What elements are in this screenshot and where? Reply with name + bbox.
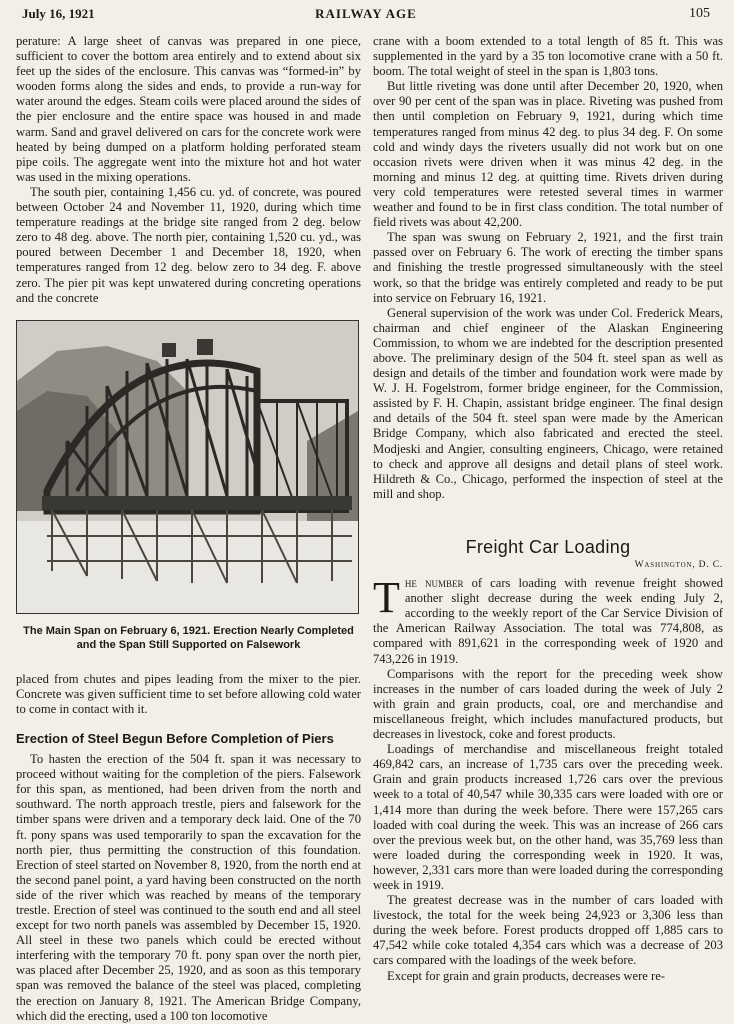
page-number: 105 bbox=[689, 6, 710, 21]
journal-title: RAILWAY AGE bbox=[315, 6, 417, 21]
lead-text: of cars loading with revenue freight showed another slight decrease during the week ending July 2, according to the weekly report of the Car Service Division of the American Railway Association. The total was 774,808, as compared with 891,621 in the corresponding week of 1920 and 743,226 in 1919. bbox=[373, 576, 723, 666]
paragraph: But little riveting was done until after December 20, 1920, when over 90 per cent of the span was in place. Riveting was pushed from then until completion on February 9, 1921, during which time temperatures ranged from minus 42 deg. to plus 34 deg. F. On some cold and windy days the riveters usually did not work but on one occasion rivets were driven when it was minus 42 deg. in the morning and minus 12 deg. at quitting time. Rivets driven during very cold temperatures were retested several times in warmer weather and found to be in first class condition. The total number of field rivets was about 42,200. bbox=[373, 79, 723, 230]
paragraph: Comparisons with the report for the preceding week show increases in the number of cars loaded during the week of July 2 with grain and grain products, coal, ore and merchandise and miscellaneous freight, which includes manufactured products, but decreases in livestock, coke and forest products. bbox=[373, 666, 723, 742]
left-column bbox=[16, 34, 361, 1024]
paragraph: The span was swung on February 2, 1921, and the first train passed over on February 6. The work of erecting the timber spans and finishing the trestle progressed simultaneously with the steel work, so that the bridge was entirely completed and ready to be put into service on February 16, 1921. bbox=[373, 230, 723, 305]
right-column bbox=[373, 34, 723, 984]
drop-cap: T bbox=[373, 573, 400, 623]
paragraph: General supervision of the work was under Col. Frederick Mears, chairman and chief engineer of the Alaskan Engineering Commission, to whom we are indebted for the description presented above. The preliminary design of the 504 ft. steel span as well as design and details of the timber and foundation work were made by W. J. H. Fogelstrom, former bridge engineer, for the Commission, assisted by F. H. Chapin, assistant bridge engineer. The final design and details of the 504 ft. steel span were made by the American Bridge Company, which also fabricated and erected the steel. Modjeski and Angier, consulting engineers, Chicago, were retained to check and approve all designs and detail plans of steel work. Hildreth & Co., Chicago, performed the inspection of steel at the mill and shop. bbox=[373, 305, 723, 501]
photo-caption: The Main Span on February 6, 1921. Erection Nearly Completed and the Span Still Supported on Falsework bbox=[23, 624, 354, 652]
lead-paragraph bbox=[373, 573, 723, 667]
issue-date: July 16, 1921 bbox=[22, 6, 95, 21]
paragraph: Loadings of merchandise and miscellaneous freight totaled 469,842 cars, an increase of 1,735 cars over the preceding week. Grain and grain products increased 1,726 cars over the previous week to a total of 40,547 while 30,335 cars were loaded with ore or 1,414 more than during the week before. There were 157,265 cars loaded with coal during the week. This was an increase of 266 cars over the previous week but, on the other hand, was 35,769 less than were loaded during the corresponding week in 1920. It was, however, 2,331 cars more than were loaded during the corresponding week in 1919. bbox=[373, 742, 723, 892]
paragraph: The south pier, containing 1,456 cu. yd. of concrete, was poured between October 24 and November 11, 1920, during which time temperature readings at the bridge site ranged from 2 deg. below zero to 48 deg. above. The north pier, containing 1,520 cu. yd., was poured between December 1 and December 18, 1920, when temperatures ranged from 12 deg. below zero to 34 deg. F. above zero. The pier pit was kept unwatered during concreting operations and the concrete bbox=[16, 184, 361, 305]
paragraph: To hasten the erection of the 504 ft. span it was necessary to proceed without waiting for the completion of the piers. Falsework for this span, as mentioned, had been driven from the north and southward. The north approach trestle, piers and falsework for the timber spans were driven and a temporary deck laid. One of the 70 ft. pony spans was used temporarily to span the excavation for the north pier, thus permitting the construction of this foundation. Erection of steel started on November 8, 1920, from the north end at the second panel point, a yard having been constructed on the north side of the river which was reached by means of the temporary trestle. Erection of steel was continued to the south end and all steel except for two north panels was assembled by December 15, 1920. All steel in these two panels which could be erected without interfering with the temporary 70 ft. pony span over the north pier, was placed after December 25, 1920, and as soon as this temporary span was removed the balance of the steel was placed, completing the erection on January 8, 1921. The American Bridge Company, which did the erecting, used a 100 ton locomotive bbox=[16, 752, 361, 1023]
bridge-photo bbox=[16, 320, 359, 614]
paragraph: perature: A large sheet of canvas was prepared in one piece, sufficient to cover the bottom area entirely and to extend about six feet up the sides of the enclosure. This canvas was “formed-in” by wooden forms along the sides and ends, to provide a run-way for water around the edges. Steam coils were placed around the sides of the pier enclosure and the entire space was housed in and made warm. Sand and gravel delivered on cars for the concrete work were heated by being dumped on a platform holding perforated steam pipe coils. The aggregate went into the mixture hot and hot water was used in the mixing operations. bbox=[16, 34, 361, 184]
paragraph: Except for grain and grain products, decreases were re- bbox=[387, 968, 665, 983]
paragraph: The greatest decrease was in the number of cars loaded with livestock, the total for the week being 24,923 or 3,306 less than during the week before. Forest products dropped off 1,885 cars to 47,542 while coke totaled 4,354 cars which was a decrease of 203 cars compared with the loadings of the week before. bbox=[373, 893, 723, 968]
bridge-illustration bbox=[17, 321, 358, 613]
paragraph: crane with a boom extended to a total length of 85 ft. This was supplemented in the yard by a 35 ton locomotive crane with a 50 ft. boom. The total weight of steel in the span is 1,803 tons. bbox=[373, 34, 723, 79]
section-heading: Erection of Steel Begun Before Completion of Piers bbox=[16, 730, 334, 746]
lead-caps: he number bbox=[404, 576, 464, 591]
article-title: Freight Car Loading bbox=[465, 536, 631, 557]
paragraph: placed from chutes and pipes leading from the mixer to the pier. Concrete was given sufficient time to set before allowing cold water to come in contact with it. bbox=[16, 671, 361, 716]
dateline: Washington, D. C. bbox=[634, 560, 723, 570]
page-header bbox=[22, 6, 710, 22]
